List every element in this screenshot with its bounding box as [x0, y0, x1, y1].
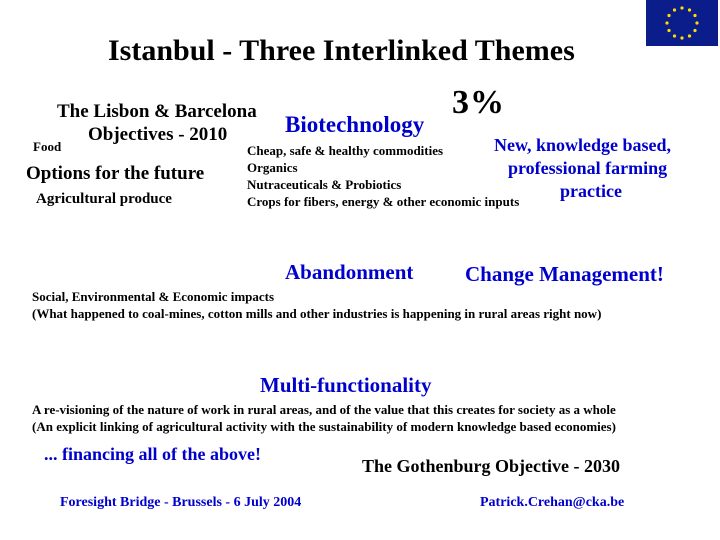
flag-star-icon	[688, 34, 691, 37]
new-knowledge-line1: New, knowledge based,	[494, 135, 672, 155]
impacts-line2: (What happened to coal-mines, cotton mills and other industries is happening in rural areas right now)	[32, 306, 602, 321]
gothenburg-objective: The Gothenburg Objective - 2030	[362, 456, 620, 476]
new-knowledge-line3: practice	[560, 181, 622, 201]
financing-note: ... financing all of the above!	[44, 444, 262, 464]
flag-star-icon	[688, 8, 691, 11]
flag-star-icon	[673, 8, 676, 11]
biotech-item: Organics	[247, 160, 298, 175]
biotechnology-heading: Biotechnology	[285, 112, 425, 137]
footer-event: Foresight Bridge - Brussels - 6 July 2004	[60, 495, 302, 510]
food-label: Food	[33, 139, 62, 154]
biotech-item: Nutraceuticals & Probiotics	[247, 177, 402, 192]
biotech-item: Crops for fibers, energy & other economic inputs	[247, 194, 520, 209]
abandonment-heading: Abandonment	[285, 260, 414, 284]
flag-star-icon	[695, 21, 698, 24]
footer-email-link[interactable]: Patrick.Crehan@cka.be	[480, 495, 625, 510]
flag-star-icon	[667, 29, 670, 32]
biotech-item: Cheap, safe & healthy commodities	[247, 143, 444, 158]
revisioning-line2: (An explicit linking of agricultural activity with the sustainability of modern knowledge based economies)	[32, 419, 616, 434]
change-management-heading: Change Management!	[465, 262, 664, 286]
flag-star-icon	[667, 14, 670, 17]
percent-figure: 3%	[452, 84, 505, 121]
revisioning-line1: A re-visioning of the nature of work in rural areas, and of the value that this creates for society as a whole	[32, 402, 616, 417]
flag-star-icon	[673, 34, 676, 37]
lisbon-objectives-line1: The Lisbon & Barcelona	[57, 101, 257, 122]
impacts-line1: Social, Environmental & Economic impacts	[32, 289, 275, 304]
new-knowledge-line2: professional farming	[508, 158, 668, 178]
slide-title: Istanbul - Three Interlinked Themes	[108, 34, 575, 67]
flag-star-icon	[665, 21, 668, 24]
eu-flag-icon	[646, 0, 718, 46]
multifunctionality-heading: Multi-functionality	[260, 373, 432, 397]
flag-star-icon	[693, 29, 696, 32]
agricultural-produce-label: Agricultural produce	[36, 191, 172, 207]
flag-star-icon	[680, 36, 683, 39]
flag-star-icon	[693, 14, 696, 17]
options-heading: Options for the future	[26, 163, 205, 184]
eu-flag-logo	[646, 0, 718, 46]
flag-star-icon	[680, 6, 683, 9]
lisbon-objectives-line2: Objectives - 2010	[88, 124, 228, 145]
